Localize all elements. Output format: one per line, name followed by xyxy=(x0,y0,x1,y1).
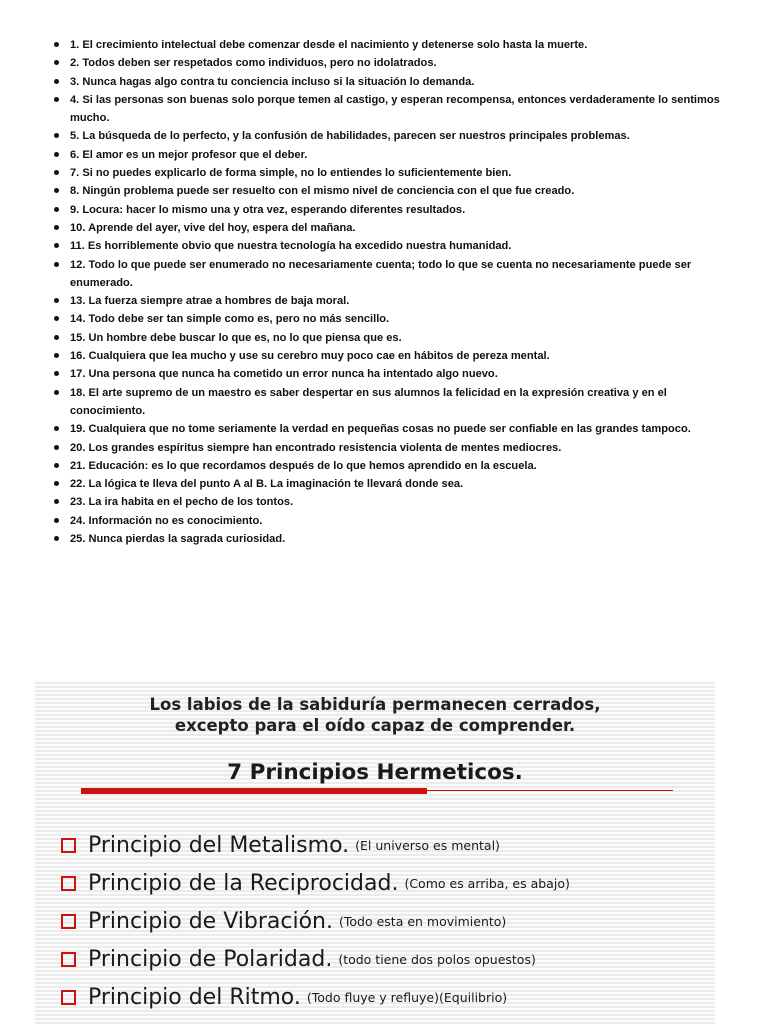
principle-name: Principio de Vibración. xyxy=(88,908,333,934)
hermetic-principles-slide xyxy=(35,680,715,1024)
quote-item: 11. Es horriblemente obvio que nuestra tecnología ha excedido nuestra humanidad. xyxy=(54,237,744,255)
slide-heading: 7 Principios Hermeticos. xyxy=(227,760,523,785)
quote-item: 1. El crecimiento intelectual debe comenzar desde el nacimiento y detenerse solo hasta la muerte. xyxy=(54,36,744,54)
principle-name: Principio de Polaridad. xyxy=(88,946,333,972)
quote-item: 7. Si no puedes explicarlo de forma simple, no lo entiendes lo suficientemente bien. xyxy=(54,164,744,182)
quotes-list xyxy=(54,36,744,548)
heading-underline-thin xyxy=(427,790,673,791)
quote-item: 19. Cualquiera que no tome seriamente la verdad en pequeñas cosas no puede ser confiable en las grandes tampoco. xyxy=(54,420,744,438)
motto-line-2: excepto para el oído capaz de comprender. xyxy=(174,716,576,735)
quote-item: 13. La fuerza siempre atrae a hombres de baja moral. xyxy=(54,292,744,310)
quote-item: 2. Todos deben ser respetados como individuos, pero no idolatrados. xyxy=(54,54,744,72)
quote-item: 10. Aprende del ayer, vive del hoy, espera del mañana. xyxy=(54,219,744,237)
checkbox-square-icon xyxy=(61,876,76,891)
quote-item: 14. Todo debe ser tan simple como es, pero no más sencillo. xyxy=(54,310,744,328)
principle-item xyxy=(61,978,715,1016)
checkbox-square-icon xyxy=(61,990,76,1005)
quote-item: 9. Locura: hacer lo mismo una y otra vez, esperando diferentes resultados. xyxy=(54,201,744,219)
motto-line-1: Los labios de la sabiduría permanecen cerrados, xyxy=(149,695,601,714)
principle-name: Principio de la Reciprocidad. xyxy=(88,870,399,896)
principle-note: (Todo fluye y refluye)(Equilibrio) xyxy=(306,989,508,1005)
quote-item: 25. Nunca pierdas la sagrada curiosidad. xyxy=(54,530,744,548)
quote-item: 17. Una persona que nunca ha cometido un error nunca ha intentado algo nuevo. xyxy=(54,365,744,383)
principle-note: (todo tiene dos polos opuestos) xyxy=(338,951,536,967)
heading-underline-thick xyxy=(81,788,427,794)
principles-list xyxy=(61,826,715,1016)
quote-item: 24. Información no es conocimiento. xyxy=(54,512,744,530)
principle-note: (Todo esta en movimiento) xyxy=(339,913,507,929)
quote-item: 4. Si las personas son buenas solo porque temen al castigo, y esperan recompensa, entonces verdaderamente lo sentimos mucho. xyxy=(54,91,744,128)
principle-note: (El universo es mental) xyxy=(355,837,500,853)
quote-item: 12. Todo lo que puede ser enumerado no necesariamente cuenta; todo lo que se cuenta no necesariamente puede ser enumerado. xyxy=(54,256,744,293)
checkbox-square-icon xyxy=(61,914,76,929)
principle-item xyxy=(61,826,715,864)
principle-name: Principio del Ritmo. xyxy=(88,984,301,1010)
principle-item xyxy=(61,864,715,902)
principle-note: (Como es arriba, es abajo) xyxy=(404,875,570,891)
checkbox-square-icon xyxy=(61,952,76,967)
quote-item: 16. Cualquiera que lea mucho y use su cerebro muy poco cae en hábitos de pereza mental. xyxy=(54,347,744,365)
quote-item: 8. Ningún problema puede ser resuelto con el mismo nivel de conciencia con el que fue creado. xyxy=(54,182,744,200)
quote-item: 6. El amor es un mejor profesor que el deber. xyxy=(54,146,744,164)
quote-item: 5. La búsqueda de lo perfecto, y la confusión de habilidades, parecen ser nuestros principales problemas. xyxy=(54,127,744,145)
checkbox-square-icon xyxy=(61,838,76,853)
quote-item: 15. Un hombre debe buscar lo que es, no lo que piensa que es. xyxy=(54,329,744,347)
principle-name: Principio del Metalismo. xyxy=(88,832,350,858)
quote-item: 23. La ira habita en el pecho de los tontos. xyxy=(54,493,744,511)
quote-item: 22. La lógica te lleva del punto A al B. La imaginación te llevará donde sea. xyxy=(54,475,744,493)
principle-item xyxy=(61,902,715,940)
quote-item: 20. Los grandes espíritus siempre han encontrado resistencia violenta de mentes mediocres. xyxy=(54,439,744,457)
motto xyxy=(35,694,715,736)
principle-item xyxy=(61,940,715,978)
quote-item: 3. Nunca hagas algo contra tu conciencia incluso si la situación lo demanda. xyxy=(54,73,744,91)
quote-item: 18. El arte supremo de un maestro es saber despertar en sus alumnos la felicidad en la expresión creativa y en el conocimiento. xyxy=(54,384,744,421)
quote-item: 21. Educación: es lo que recordamos después de lo que hemos aprendido en la escuela. xyxy=(54,457,744,475)
